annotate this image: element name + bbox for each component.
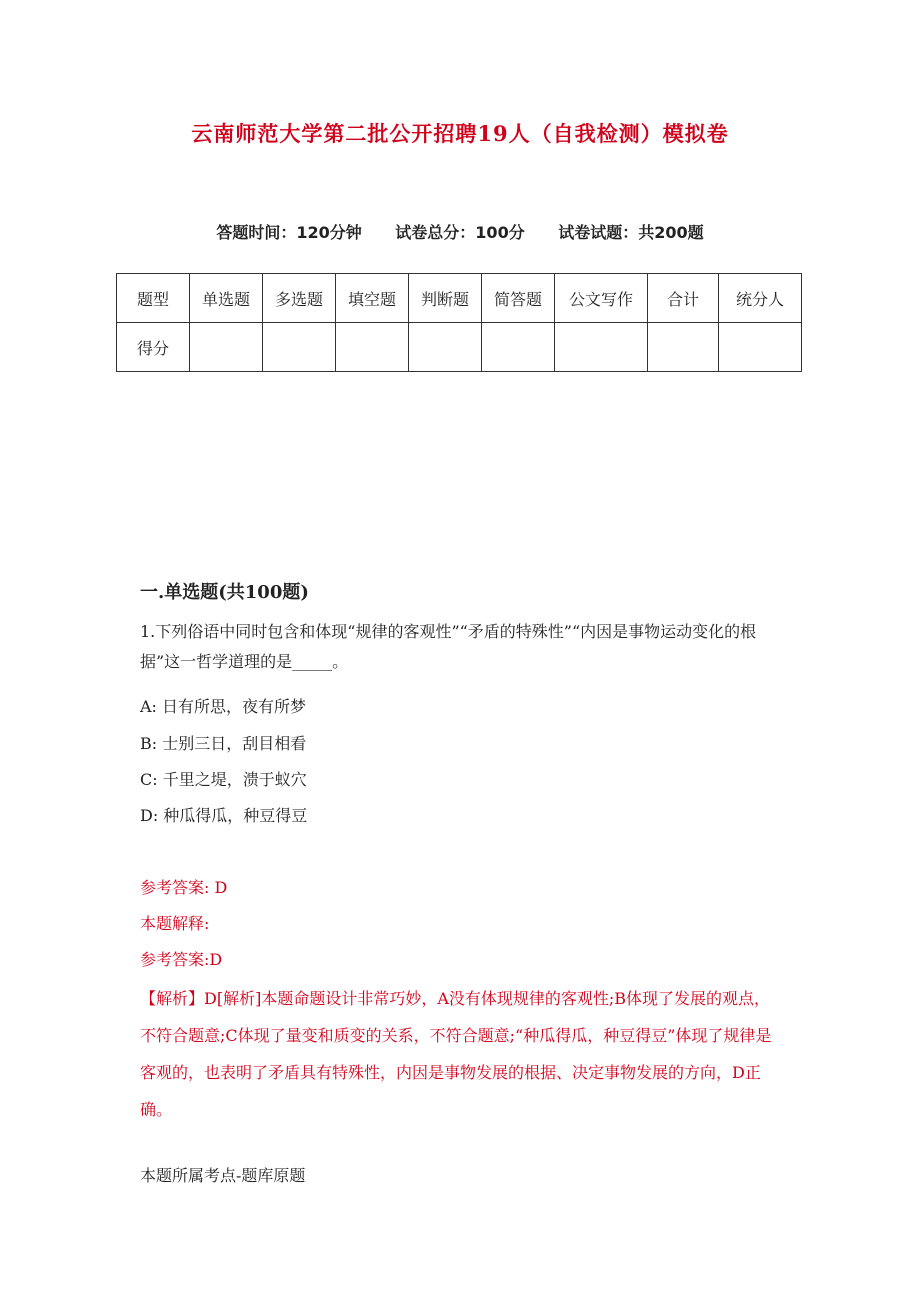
header-cell: 公文写作	[555, 274, 648, 323]
header-cell: 单选题	[190, 274, 263, 323]
question-stem: 1.下列俗语中同时包含和体现“规律的客观性”“矛盾的特殊性”“内因是事物运动变化的根据”这一哲学道理的是_____。	[140, 622, 757, 671]
score-cell	[263, 323, 336, 372]
row-label-cell: 得分	[117, 323, 190, 372]
option-c: C: 千里之堤，溃于蚁穴	[140, 770, 307, 789]
page-title: 云南师范大学第二批公开招聘19人（自我检测）模拟卷	[191, 121, 729, 146]
score-cell	[482, 323, 555, 372]
header-cell: 多选题	[263, 274, 336, 323]
header-cell: 合计	[648, 274, 719, 323]
score-table-score-row	[117, 323, 802, 372]
header-cell: 判断题	[409, 274, 482, 323]
header-cell: 题型	[117, 274, 190, 323]
header-cell: 填空题	[336, 274, 409, 323]
option-b: B: 士别三日，刮目相看	[140, 734, 307, 753]
score-cell	[648, 323, 719, 372]
score-table-header-row	[117, 274, 802, 323]
answer-reference: 参考答案: D	[140, 878, 228, 897]
exam-question-count: 试卷试题：共200题	[558, 223, 704, 242]
header-cell: 统分人	[719, 274, 802, 323]
question-source: 本题所属考点-题库原题	[140, 1166, 306, 1185]
header-cell: 简答题	[482, 274, 555, 323]
option-d: D: 种瓜得瓜，种豆得豆	[140, 806, 308, 825]
score-cell	[336, 323, 409, 372]
explanation-text: 【解析】D[解析]本题命题设计非常巧妙，A没有体现规律的客观性;B体现了发展的观点，不符合题意;C体现了量变和质变的关系，不符合题意;“种瓜得瓜，种豆得豆”体现了规律是客观的，也表明了矛盾具有特殊性，内因是事物发展的根据、决定事物发展的方向，D正确。	[140, 989, 772, 1119]
score-cell	[555, 323, 648, 372]
exam-total-score: 试卷总分：100分	[395, 223, 525, 242]
score-cell	[190, 323, 263, 372]
score-cell	[409, 323, 482, 372]
exam-meta	[0, 220, 920, 243]
score-cell	[719, 323, 802, 372]
exam-time: 答题时间：120分钟	[216, 223, 362, 242]
score-table	[116, 273, 802, 372]
explanation-label: 本题解释:	[140, 914, 210, 933]
option-a: A: 日有所思，夜有所梦	[140, 697, 307, 716]
answer-reference-2: 参考答案:D	[140, 950, 223, 969]
section-heading: 一.单选题(共100题)	[140, 582, 309, 603]
